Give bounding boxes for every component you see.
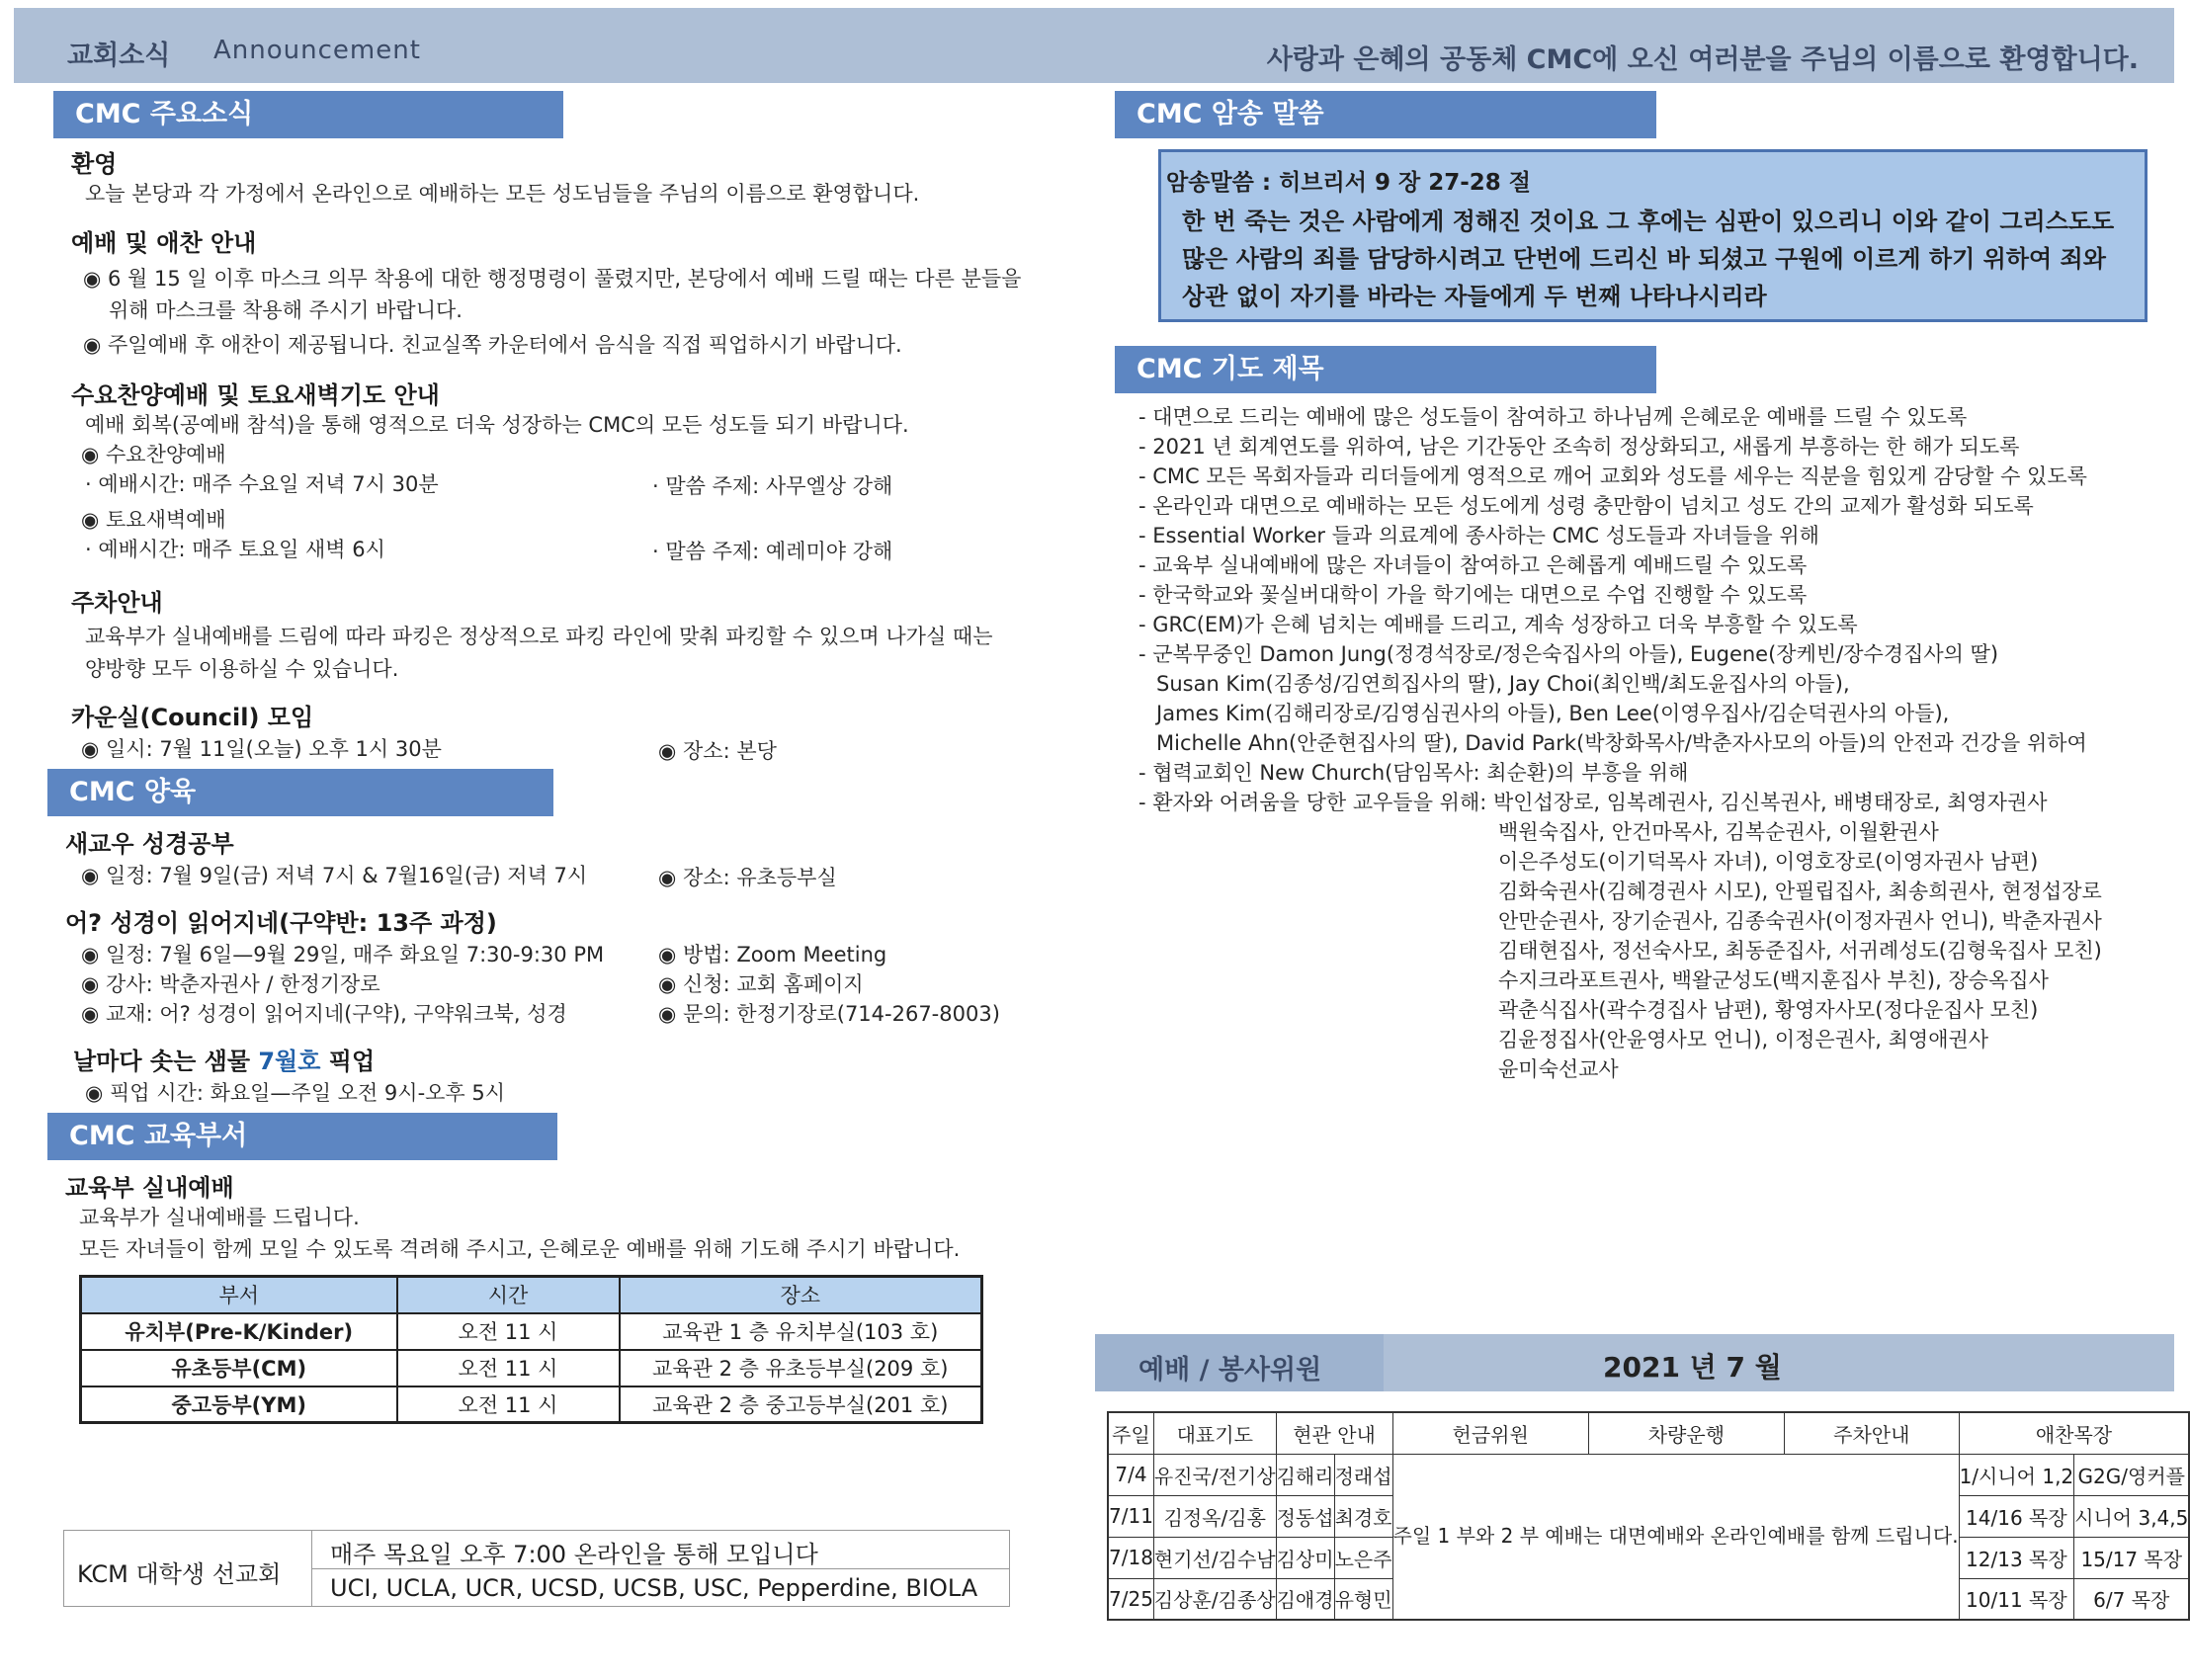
section-nurture-bar: CMC 양육: [47, 769, 553, 816]
table-row: [81, 1350, 982, 1386]
education-title: 교육부 실내예배: [65, 1174, 234, 1202]
section-prayer-bar: CMC 기도 제목: [1115, 346, 1656, 393]
reading-class-apply: ◉ 신청: 교회 홈페이지: [658, 972, 864, 996]
welcome-title: 환영: [71, 150, 118, 178]
kcm-schools: UCI, UCLA, UCR, UCSD, UCSB, USC, Pepperdine, BIOLA: [330, 1574, 978, 1602]
header-welcome: 사랑과 은혜의 공동체 CMC에 오신 여러분을 주님의 이름으로 환영합니다.: [1266, 44, 2139, 75]
patient-list-line: 김화숙권사(김혜경권사 시모), 안필립집사, 최송희권사, 현정섭장로: [1498, 880, 2102, 903]
reading-class-contact: ◉ 문의: 한정기장로(714-267-8003): [658, 1002, 1000, 1026]
table-cell: 1/시니어 1,2: [1959, 1454, 2074, 1495]
prayer-item: - 협력교회인 New Church(담임목사: 최순환)의 부흥을 위해: [1138, 761, 1689, 785]
education-table: [79, 1275, 983, 1424]
service-note: 주일 1 부와 2 부 예배는 대면예배와 온라인예배를 함께 드립니다.: [1392, 1454, 1959, 1620]
spring-pickup-time: ◉ 픽업 시간: 화요일—주일 오전 9시-오후 5시: [85, 1081, 506, 1105]
wednesday-label: ◉ 수요찬양예배: [81, 443, 226, 466]
table-cell: 노은주: [1334, 1537, 1392, 1578]
table-cell: 7/25: [1108, 1578, 1153, 1620]
bible-study-place: ◉ 장소: 유초등부실: [658, 866, 837, 889]
table-cell: 유진국/전기상: [1153, 1454, 1276, 1495]
table-header-place: 장소: [620, 1277, 982, 1313]
table-cell: 유초등부(CM): [81, 1350, 397, 1386]
table-cell: 15/17 목장: [2074, 1537, 2190, 1578]
table-cell: 10/11 목장: [1959, 1578, 2074, 1620]
table-cell: 14/16 목장: [1959, 1495, 2074, 1537]
patient-list-line: 김태현집사, 정선숙사모, 최동준집사, 서귀례성도(김형욱집사 모친): [1498, 939, 2102, 963]
worship-item-1: ◉ 6 월 15 일 이후 마스크 의무 착용에 대한 행정명령이 풀렸지만, 본당에서 예배 드릴 때는 다른 분들을: [83, 267, 1022, 291]
table-cell: 12/13 목장: [1959, 1537, 2074, 1578]
midweek-title: 수요찬양예배 및 토요새벽기도 안내: [71, 381, 440, 409]
council-place: ◉ 장소: 본당: [658, 739, 777, 763]
prayer-item-cont: Susan Kim(김종성/김연희집사의 딸), Jay Choi(최인백/최도윤집사의 아들),: [1156, 672, 1850, 696]
table-cell: 현기선/김수남: [1153, 1537, 1276, 1578]
table-cell: 정동섭: [1276, 1495, 1334, 1537]
table-row: [1108, 1454, 2189, 1495]
memory-verse-line-3: 상관 없이 자기를 바라는 자들에게 두 번째 나타나시리라: [1182, 283, 1767, 310]
service-table-header: [1108, 1412, 2189, 1454]
bible-study-date: ◉ 일정: 7월 9일(금) 저녁 7시 & 7월16일(금) 저녁 7시: [81, 864, 588, 887]
parking-text-2: 양방향 모두 이용하실 수 있습니다.: [85, 657, 399, 681]
reading-class-date: ◉ 일정: 7월 6일—9월 29일, 매주 화요일 7:30-9:30 PM: [81, 943, 605, 966]
spring-title-part: 날마다 솟는 샘물: [73, 1048, 259, 1075]
memory-verse-reference: 암송말씀 : 히브리서 9 장 27-28 절: [1166, 170, 1531, 196]
memory-verse-line-1: 한 번 죽는 것은 사람에게 정해진 것이요 그 후에는 심판이 있으리니 이와 같이 그리스도도: [1182, 208, 2115, 235]
midweek-text: 예배 회복(공예배 참석)을 통해 영적으로 더욱 성장하는 CMC의 모든 성도들 되기 바랍니다.: [85, 413, 909, 437]
prayer-item: - 한국학교와 꽃실버대학이 가을 학기에는 대면으로 수업 진행할 수 있도록: [1138, 583, 1808, 607]
saturday-label: ◉ 토요새벽예배: [81, 508, 226, 532]
table-cell: 유형민: [1334, 1578, 1392, 1620]
prayer-item: - 온라인과 대면으로 예배하는 모든 성도에게 성령 충만함이 넘치고 성도 간의 교제가 활성화 되도록: [1138, 494, 2034, 518]
prayer-item: - Essential Worker 들과 의료계에 종사하는 CMC 성도들과 자녀들을 위해: [1138, 524, 1819, 547]
table-cell: 중고등부(YM): [81, 1386, 397, 1423]
table-cell: 정래섭: [1334, 1454, 1392, 1495]
worship-title: 예배 및 애찬 안내: [71, 229, 257, 257]
patient-list-line: 수지크라포트권사, 백왈군성도(백지훈집사 부친), 장승옥집사: [1498, 968, 2049, 992]
table-cell: 오전 11 시: [397, 1313, 620, 1350]
table-cell: 시니어 3,4,5: [2074, 1495, 2190, 1537]
spring-pickup-title: [73, 1042, 375, 1076]
section-memory-verse-bar: CMC 암송 말씀: [1115, 91, 1656, 138]
header-title: 교회소식: [67, 41, 171, 71]
saturday-topic: · 말씀 주제: 예레미야 강해: [652, 540, 893, 563]
kcm-label: KCM 대학생 선교회: [77, 1560, 282, 1588]
table-cell: 7/11: [1108, 1495, 1153, 1537]
spring-title-month: 7월호: [258, 1048, 321, 1075]
table-cell: 교육관 2 층 유초등부실(209 호): [620, 1350, 982, 1386]
service-header-date: 주일: [1108, 1412, 1153, 1454]
patient-list-line: 백원숙집사, 안건마목사, 김복순권사, 이월환권사: [1498, 820, 1939, 844]
service-month: 2021 년 7 월: [1603, 1351, 1782, 1384]
wednesday-topic: · 말씀 주제: 사무엘상 강해: [652, 474, 893, 498]
education-text-2: 모든 자녀들이 함께 모일 수 있도록 격려해 주시고, 은혜로운 예배를 위해 기도해 주시기 바랍니다.: [79, 1237, 961, 1261]
worship-item-1-cont: 위해 마스크를 착용해 주시기 바랍니다.: [109, 298, 463, 322]
section-news-bar: CMC 주요소식: [53, 91, 563, 138]
table-cell: 최경호: [1334, 1495, 1392, 1537]
parking-title: 주차안내: [71, 589, 163, 617]
service-header-offering: 헌금위원: [1392, 1412, 1588, 1454]
table-cell: 7/18: [1108, 1537, 1153, 1578]
table-cell: 오전 11 시: [397, 1386, 620, 1423]
service-header-shuttle: 차량운행: [1588, 1412, 1784, 1454]
service-header-parking: 주차안내: [1785, 1412, 1960, 1454]
reading-class-method: ◉ 방법: Zoom Meeting: [658, 943, 887, 966]
wednesday-time: · 예배시간: 매주 수요일 저녁 7시 30분: [85, 472, 439, 496]
service-title: 예배 / 봉사위원: [1138, 1355, 1322, 1386]
table-cell: 교육관 1 층 유치부실(103 호): [620, 1313, 982, 1350]
bible-study-title: 새교우 성경공부: [65, 830, 234, 858]
table-cell: G2G/영커플: [2074, 1454, 2190, 1495]
worship-item-2: ◉ 주일예배 후 애찬이 제공됩니다. 친교실쪽 카운터에서 음식을 직접 픽업하시기 바랍니다.: [83, 333, 902, 357]
service-header-meal: 애찬목장: [1959, 1412, 2189, 1454]
prayer-item-cont: Michelle Ahn(안준현집사의 딸), David Park(박창화목사/박춘자사모의 아들)의 안전과 건강을 위하여: [1156, 731, 2087, 755]
education-table-header: [81, 1277, 982, 1313]
prayer-item: - 2021 년 회계연도를 위하여, 남은 기간동안 조속히 정상화되고, 새롭게 부흥하는 한 해가 되도록: [1138, 435, 2020, 459]
reading-class-title: 어? 성경이 읽어지네(구약반: 13주 과정): [65, 909, 497, 937]
table-row: [81, 1313, 982, 1350]
prayer-item: - GRC(EM)가 은혜 넘치는 예배를 드리고, 계속 성장하고 더욱 부흥할 수 있도록: [1138, 613, 1858, 636]
table-cell: 김해리: [1276, 1454, 1334, 1495]
service-header-prayer: 대표기도: [1153, 1412, 1276, 1454]
table-cell: 김상훈/김종상: [1153, 1578, 1276, 1620]
table-row: [81, 1386, 982, 1423]
patient-list-line: 이은주성도(이기덕목사 자녀), 이영호장로(이영자권사 남편): [1498, 850, 2039, 874]
table-cell: 오전 11 시: [397, 1350, 620, 1386]
welcome-text: 오늘 본당과 각 가정에서 온라인으로 예배하는 모든 성도님들을 주님의 이름으로 환영합니다.: [85, 182, 920, 206]
kcm-meeting: 매주 목요일 오후 7:00 온라인을 통해 모입니다: [330, 1541, 818, 1568]
table-cell: 김정옥/김홍: [1153, 1495, 1276, 1537]
table-header-time: 시간: [397, 1277, 620, 1313]
saturday-time: · 예배시간: 매주 토요일 새벽 6시: [85, 538, 385, 561]
education-text-1: 교육부가 실내예배를 드립니다.: [79, 1206, 360, 1229]
patient-list-line: 김윤정집사(안윤영사모 언니), 이정은권사, 최영애권사: [1498, 1028, 1989, 1051]
table-cell: 교육관 2 층 중고등부실(201 호): [620, 1386, 982, 1423]
memory-verse-line-2: 많은 사람의 죄를 담당하시려고 단번에 드리신 바 되셨고 구원에 이르게 하기 위하여 죄와: [1182, 245, 2106, 273]
prayer-item: - 대면으로 드리는 예배에 많은 성도들이 참여하고 하나님께 은혜로운 예배를 드릴 수 있도록: [1138, 405, 1968, 429]
prayer-item: - CMC 모든 목회자들과 리더들에게 영적으로 깨어 교회와 성도를 세우는 직분을 힘있게 감당할 수 있도록: [1138, 464, 2087, 488]
prayer-item: - 환자와 어려움을 당한 교우들을 위해: 박인섭장로, 임복례권사, 김신복권사, 배병태장로, 최영자권사: [1138, 791, 2048, 814]
table-header-dept: 부서: [81, 1277, 397, 1313]
prayer-item: - 군복무중인 Damon Jung(정경석장로/정은숙집사의 아들), Eugene(장케빈/장수경집사의 딸): [1138, 642, 1999, 666]
table-cell: 유치부(Pre-K/Kinder): [81, 1313, 397, 1350]
parking-text-1: 교육부가 실내예배를 드림에 따라 파킹은 정상적으로 파킹 라인에 맞춰 파킹할 수 있으며 나가실 때는: [85, 625, 993, 648]
prayer-item-cont: James Kim(김해리장로/김영심권사의 아들), Ben Lee(이영우집사/김순덕권사의 아들),: [1156, 702, 1950, 725]
reading-class-teacher: ◉ 강사: 박춘자권사 / 한정기장로: [81, 972, 380, 996]
table-cell: 7/4: [1108, 1454, 1153, 1495]
table-cell: 6/7 목장: [2074, 1578, 2190, 1620]
patient-list-line: 곽춘식집사(곽수경집사 남편), 황영자사모(정다운집사 모친): [1498, 998, 2039, 1022]
prayer-item: - 교육부 실내예배에 많은 자녀들이 참여하고 은혜롭게 예배드릴 수 있도록: [1138, 553, 1808, 577]
council-title: 카운실(Council) 모임: [71, 704, 314, 731]
section-education-bar: CMC 교육부서: [47, 1113, 557, 1160]
reading-class-material: ◉ 교재: 어? 성경이 읽어지네(구약), 구약워크북, 성경: [81, 1002, 567, 1026]
council-date: ◉ 일시: 7월 11일(오늘) 오후 1시 30분: [81, 737, 442, 761]
patient-list-line: 안만순권사, 장기순권사, 김종숙권사(이정자권사 언니), 박춘자권사: [1498, 909, 2102, 933]
table-cell: 김애경: [1276, 1578, 1334, 1620]
service-header-usher: 현관 안내: [1276, 1412, 1392, 1454]
patient-list-line: 윤미숙선교사: [1498, 1057, 1619, 1081]
spring-title-suffix: 픽업: [320, 1048, 376, 1075]
table-cell: 김상미: [1276, 1537, 1334, 1578]
header-subtitle: Announcement: [213, 36, 421, 65]
service-table: [1107, 1411, 2190, 1621]
